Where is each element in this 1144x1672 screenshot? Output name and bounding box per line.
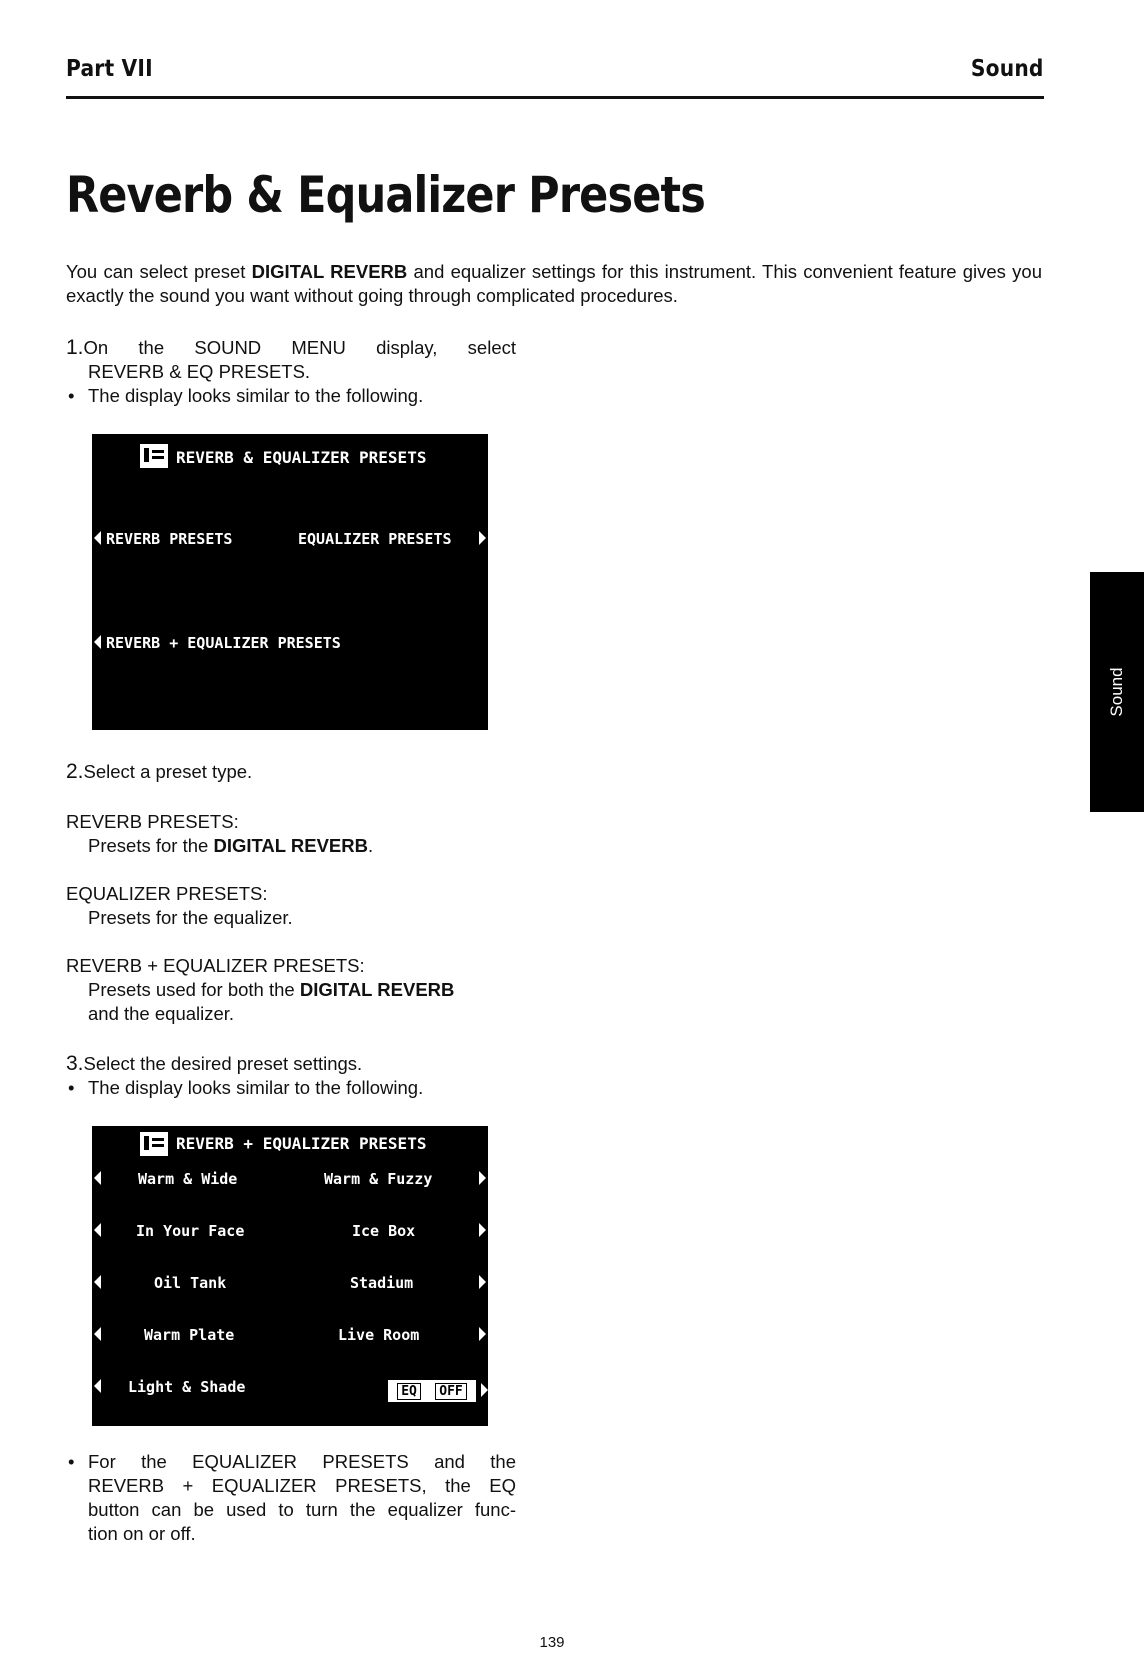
- step-3-bullet: • The display looks similar to the following.: [66, 1076, 516, 1100]
- def-desc-equalizer: Presets for the equalizer.: [88, 907, 293, 928]
- menu-reverb-eq-presets[interactable]: REVERB + EQUALIZER PRESETS: [106, 634, 341, 652]
- preset-stadium[interactable]: Stadium: [350, 1274, 414, 1292]
- right-arrow-icon[interactable]: [479, 1275, 486, 1289]
- display-icon: [140, 1132, 168, 1156]
- eq-toggle-button[interactable]: [388, 1380, 476, 1402]
- right-arrow-icon[interactable]: [479, 1327, 486, 1341]
- menu-reverb-presets[interactable]: REVERB PRESETS: [106, 530, 233, 548]
- step-2-text: Select a preset type.: [83, 761, 253, 782]
- screen2-title: REVERB + EQUALIZER PRESETS: [176, 1134, 427, 1153]
- side-tab-label: Sound: [1107, 667, 1126, 717]
- definition-reverb: REVERB PRESETS: Presets for the DIGITAL REVERB.: [66, 810, 516, 858]
- header-section: Sound: [971, 56, 1044, 82]
- step-1-number: 1.: [66, 336, 84, 359]
- step-1-text: On the SOUND MENU display, select: [83, 337, 516, 358]
- def-term-equalizer: EQUALIZER PRESETS:: [66, 883, 268, 904]
- preset-warm-fuzzy[interactable]: Warm & Fuzzy: [324, 1170, 433, 1188]
- left-arrow-icon[interactable]: [94, 1327, 101, 1341]
- step-3-text: Select the desired preset settings.: [83, 1053, 363, 1074]
- left-arrow-icon[interactable]: [94, 1223, 101, 1237]
- preset-light-shade[interactable]: Light & Shade: [128, 1378, 246, 1396]
- step-3: [66, 1052, 516, 1100]
- left-arrow-icon[interactable]: [94, 635, 101, 649]
- step-1-bullet: • The display looks similar to the following.: [66, 384, 516, 408]
- step-1: [66, 336, 516, 408]
- definition-reverb-eq: REVERB + EQUALIZER PRESETS: Presets used for both the DIGITAL REVERB and the equalizer.: [66, 954, 516, 1026]
- header-part: Part VII: [66, 56, 153, 82]
- right-arrow-icon[interactable]: [479, 1223, 486, 1237]
- preset-oil-tank[interactable]: Oil Tank: [154, 1274, 227, 1292]
- right-arrow-icon[interactable]: [479, 531, 486, 545]
- lcd-screen-reverb-eq-menu: [92, 434, 488, 730]
- preset-ice-box[interactable]: Ice Box: [352, 1222, 416, 1240]
- header-rule: [66, 96, 1044, 99]
- eq-state: OFF: [435, 1383, 466, 1400]
- eq-label: EQ: [397, 1383, 421, 1400]
- step-3-number: 3.: [66, 1052, 84, 1075]
- left-arrow-icon[interactable]: [94, 531, 101, 545]
- preset-in-your-face[interactable]: In Your Face: [136, 1222, 245, 1240]
- display-icon: [140, 444, 168, 468]
- section-side-tab: [1090, 572, 1144, 812]
- screen1-title: REVERB & EQUALIZER PRESETS: [176, 448, 427, 467]
- preset-live-room[interactable]: Live Room: [338, 1326, 420, 1344]
- left-arrow-icon[interactable]: [94, 1171, 101, 1185]
- page-number: 139: [539, 1634, 565, 1651]
- left-arrow-icon[interactable]: [94, 1379, 101, 1393]
- menu-equalizer-presets[interactable]: EQUALIZER PRESETS: [298, 530, 452, 548]
- page-title: Reverb & Equalizer Presets: [66, 166, 705, 224]
- right-arrow-icon[interactable]: [481, 1383, 488, 1397]
- left-arrow-icon[interactable]: [94, 1275, 101, 1289]
- step-1-text-cont: REVERB & EQ PRESETS.: [88, 361, 311, 382]
- definition-equalizer: [66, 882, 516, 930]
- def-term-reverb-eq: REVERB + EQUALIZER PRESETS:: [66, 955, 365, 976]
- preset-warm-plate[interactable]: Warm Plate: [144, 1326, 235, 1344]
- step-2: [66, 760, 516, 784]
- right-arrow-icon[interactable]: [479, 1171, 486, 1185]
- step-2-number: 2.: [66, 760, 84, 783]
- lcd-screen-reverb-eq-presets: [92, 1126, 488, 1426]
- intro-paragraph: You can select preset DIGITAL REVERB and equalizer settings for this instrument. This convenient feature gives you exactly the sound you want without going through complicated procedures.: [66, 261, 1042, 306]
- preset-warm-wide[interactable]: Warm & Wide: [138, 1170, 238, 1188]
- def-term-reverb: REVERB PRESETS:: [66, 811, 239, 832]
- note-bullet: • For the EQUALIZER PRESETS and the REVERB + EQUALIZER PRESETS, the EQ button can be used to turn the equalizer func- tion on or off.: [66, 1450, 516, 1546]
